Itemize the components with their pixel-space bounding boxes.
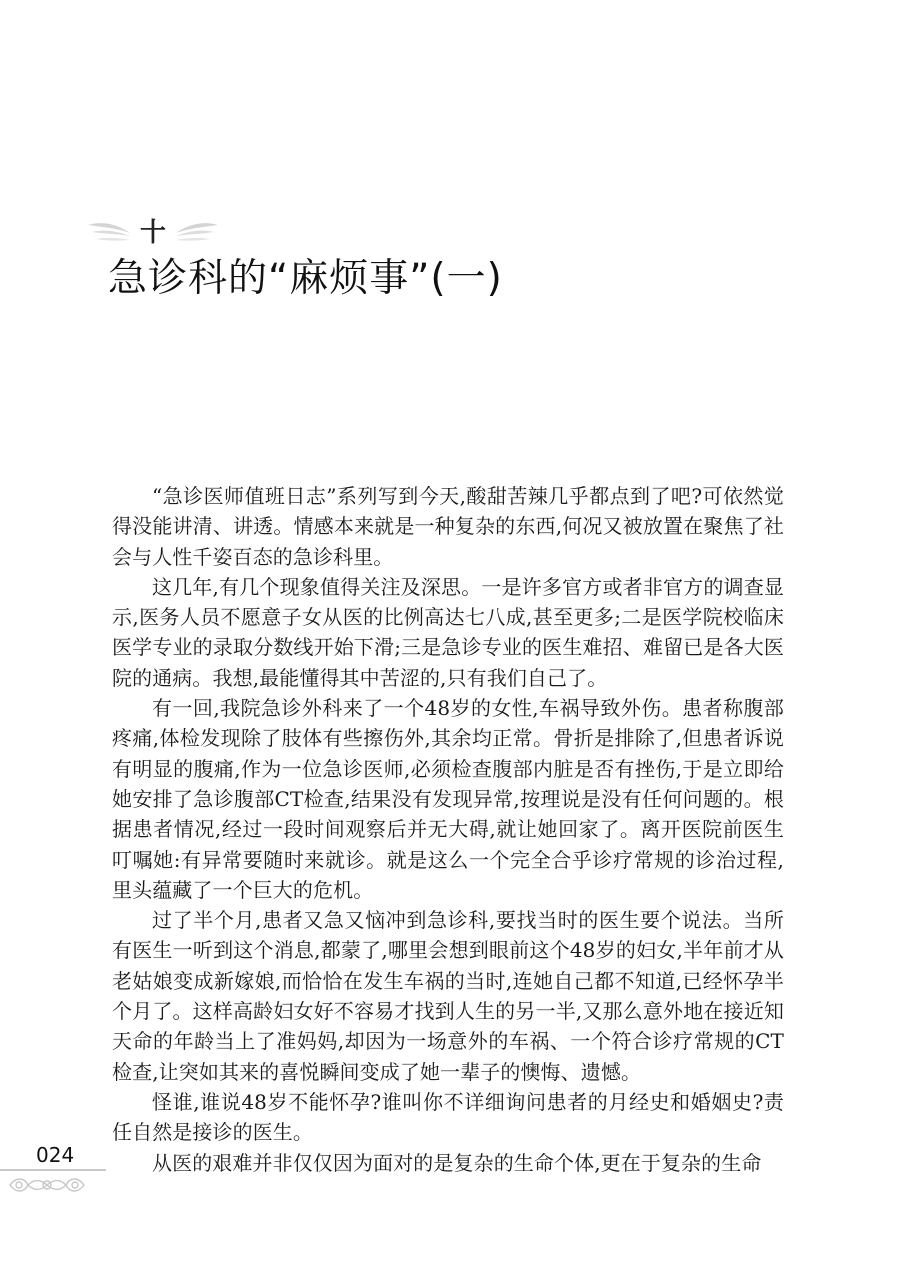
paragraph: 从医的艰难并非仅仅因为面对的是复杂的生命个体,更在于复杂的生命 xyxy=(152,1150,762,1175)
paragraph: 有一回,我院急诊外科来了一个48岁的女性,车祸导致外伤。患者称腹部疼痛,体检发现除了肢体有些擦伤外,其余均正常。骨折是排除了,但患者诉说有明显的腹痛,作为一位急诊医师,必须检查腹部内脏是否有挫伤,于是立即给她安排了急诊腹部CT检查,结果没有发现异常,按理说是没有任何问题的。根据患者情况,经过一段时间观察后并无大碍,就让她回家了。离开医院前医生叮嘱她:有异常要随时来就诊。就是这么一个完全合乎诊疗常规的诊治过程,里头蕴藏了一个巨大的危机。 xyxy=(112,696,784,902)
chapter-number: 十 xyxy=(140,218,167,248)
paragraph: “急诊医师值班日志”系列写到今天,酸甜苦辣几乎都点到了吧?可依然觉得没能讲清、讲透。情感本来就是一种复杂的东西,何况又被放置在聚焦了社会与人性千姿百态的急诊科里。 xyxy=(112,484,784,569)
paragraph: 怪谁,谁说48岁不能怀孕?谁叫你不详细询问患者的月经史和婚姻史?责任自然是接诊的医生。 xyxy=(112,1089,784,1145)
chapter-mark xyxy=(86,216,220,250)
paragraph: 过了半个月,患者又急又恼冲到急诊科,要找当时的医生要个说法。当所有医生一听到这个消息,都蒙了,哪里会想到眼前这个48岁的妇女,半年前才从老姑娘变成新嫁娘,而恰恰在发生车祸的当时,连她自己都不知道,已经怀孕半个月了。这样高龄妇女好不容易才找到人生的另一半,又那么意外地在接近知天命的年龄当上了准妈妈,却因为一场意外的车祸、一个符合诊疗常规的CT检查,让突如其来的喜悦瞬间变成了她一辈子的懊悔、遗憾。 xyxy=(112,908,784,1084)
page-number: 024 xyxy=(36,1143,75,1167)
chapter-title: 急诊科的“麻烦事”(一) xyxy=(108,256,503,301)
right-wing-icon xyxy=(174,219,220,247)
paragraph: 这几年,有几个现象值得关注及深思。一是许多官方或者非官方的调查显示,医务人员不愿意子女从医的比例高达七八成,甚至更多;二是医学院校临床医学专业的录取分数线开始下滑;三是急诊专业的医生难招、难留已是各大医院的通病。我想,最能懂得其中苦涩的,只有我们自己了。 xyxy=(112,574,784,690)
floral-ornament-icon xyxy=(6,1175,88,1195)
left-wing-icon xyxy=(86,219,132,247)
body-text xyxy=(112,481,784,1178)
page-number-rule xyxy=(0,1169,106,1171)
